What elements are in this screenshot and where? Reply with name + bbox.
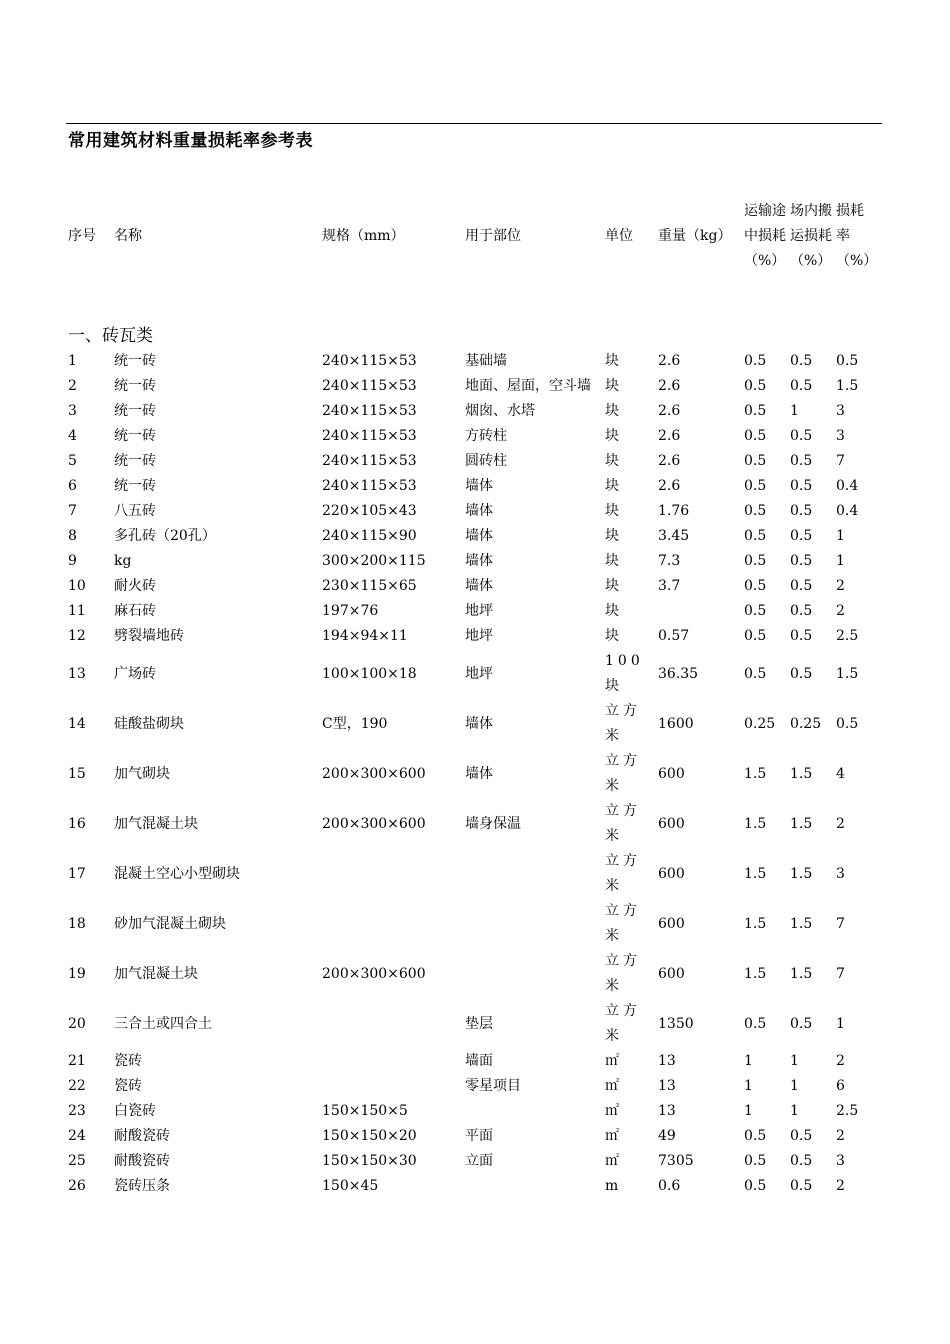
cell-weight: 3.7 [658, 578, 681, 594]
cell-loss-rate: 2 [836, 815, 845, 832]
cell-transport-loss: 0.25 [744, 715, 776, 732]
cell-unit: 块 [605, 528, 623, 544]
cell-spec: 194×94×11 [322, 628, 408, 644]
cell-transport-loss: 0.5 [744, 628, 767, 644]
cell-site-loss: 1.5 [790, 915, 813, 932]
cell-loss-rate: 7 [836, 965, 845, 982]
cell-unit: ㎡ [605, 1128, 623, 1144]
cell-unit: 立方米 [605, 803, 641, 844]
cell-transport-loss: 1 [744, 1103, 753, 1119]
cell-name: 统一砖 [114, 403, 156, 419]
top-rule [66, 123, 882, 124]
cell-seq: 21 [68, 1053, 86, 1069]
cell-transport-loss: 1 [744, 1053, 753, 1069]
cell-name: 白瓷砖 [114, 1103, 156, 1119]
cell-unit: 块 [605, 353, 623, 369]
cell-spec: C型，190 [322, 715, 388, 732]
cell-seq: 12 [68, 628, 86, 644]
cell-weight: 600 [658, 965, 685, 982]
table-row [66, 1149, 872, 1174]
cell-weight: 2.6 [658, 403, 681, 419]
cell-site-loss: 0.5 [790, 378, 813, 394]
cell-usage: 零星项目 [465, 1078, 521, 1094]
cell-seq: 8 [68, 528, 77, 544]
cell-spec: 240×115×90 [322, 528, 417, 544]
cell-usage: 墙身保温 [465, 815, 521, 832]
cell-usage: 墙体 [465, 528, 493, 544]
cell-name: 瓷砖压条 [114, 1178, 170, 1194]
cell-spec: 240×115×53 [322, 428, 417, 444]
cell-weight: 0.6 [658, 1178, 681, 1194]
cell-spec: 197×76 [322, 603, 379, 619]
cell-transport-loss: 0.5 [744, 503, 767, 519]
cell-name: kg [114, 553, 132, 569]
cell-loss-rate: 2 [836, 578, 845, 594]
cell-loss-rate: 2.5 [836, 1103, 859, 1119]
cell-site-loss: 0.5 [790, 453, 813, 469]
cell-seq: 17 [68, 865, 86, 882]
section-row [66, 324, 872, 349]
cell-unit: 100块 [605, 653, 644, 694]
cell-site-loss: 0.5 [790, 578, 813, 594]
cell-loss-rate: 3 [836, 1153, 845, 1169]
cell-weight: 2.6 [658, 478, 681, 494]
cell-weight: 2.6 [658, 453, 681, 469]
cell-site-loss: 0.5 [790, 665, 813, 682]
cell-weight: 2.6 [658, 353, 681, 369]
cell-seq: 24 [68, 1128, 86, 1144]
document-title: 常用建筑材料重量损耗率参考表 [68, 131, 313, 151]
cell-name: 耐火砖 [114, 578, 156, 594]
cell-unit: ㎡ [605, 1053, 623, 1069]
cell-usage: 墙面 [465, 1053, 493, 1069]
cell-seq: 3 [68, 403, 77, 419]
cell-seq: 4 [68, 428, 77, 444]
cell-name: 劈裂墙地砖 [114, 628, 184, 644]
table-row [66, 524, 872, 549]
cell-spec: 150×150×5 [322, 1103, 408, 1119]
cell-spec: 300×200×115 [322, 553, 426, 569]
cell-unit: 块 [605, 603, 623, 619]
cell-usage: 墙体 [465, 715, 493, 732]
cell-loss-rate: 0.5 [836, 715, 859, 732]
cell-spec: 150×150×30 [322, 1153, 417, 1169]
cell-loss-rate: 3 [836, 865, 845, 882]
cell-site-loss: 1 [790, 1053, 799, 1069]
cell-loss-rate: 7 [836, 915, 845, 932]
cell-site-loss: 1 [790, 403, 799, 419]
cell-site-loss: 0.5 [790, 478, 813, 494]
cell-transport-loss: 0.5 [744, 603, 767, 619]
cell-transport-loss: 0.5 [744, 1153, 767, 1169]
cell-seq: 10 [68, 578, 86, 594]
cell-usage: 墙体 [465, 553, 493, 569]
table-row [66, 949, 872, 999]
cell-site-loss: 0.25 [790, 715, 822, 732]
header-spec: 规格（mm） [322, 227, 405, 244]
cell-unit: 块 [605, 578, 623, 594]
cell-usage: 墙体 [465, 765, 493, 782]
cell-loss-rate: 3 [836, 403, 845, 419]
cell-weight: 2.6 [658, 428, 681, 444]
cell-usage [463, 949, 603, 999]
cell-loss-rate: 1 [836, 1015, 845, 1032]
cell-transport-loss: 0.5 [744, 528, 767, 544]
cell-weight: 600 [658, 815, 685, 832]
cell-site-loss: 1.5 [790, 765, 813, 782]
cell-site-loss: 0.5 [790, 528, 813, 544]
cell-name: 硅酸盐砌块 [114, 715, 184, 732]
cell-name: 耐酸瓷砖 [114, 1153, 170, 1169]
cell-site-loss: 0.5 [790, 628, 813, 644]
material-loss-table [66, 148, 878, 1199]
cell-transport-loss: 1 [744, 1078, 753, 1094]
cell-usage: 方砖柱 [465, 428, 507, 444]
cell-usage [463, 1174, 603, 1199]
cell-weight: 1350 [658, 1015, 694, 1032]
cell-unit: ㎡ [605, 1103, 623, 1119]
table-row [66, 424, 872, 449]
cell-loss-rate: 6 [836, 1078, 845, 1094]
cell-site-loss: 0.5 [790, 353, 813, 369]
cell-loss-rate: 1 [836, 553, 845, 569]
cell-weight: 13 [658, 1103, 676, 1119]
table-row [66, 1174, 872, 1199]
cell-unit: 块 [605, 428, 623, 444]
table-row [66, 699, 872, 749]
cell-seq: 19 [68, 965, 86, 982]
cell-spec: 240×115×53 [322, 453, 417, 469]
cell-site-loss: 1 [790, 1078, 799, 1094]
cell-weight: 7.3 [658, 553, 681, 569]
table-row [66, 1049, 872, 1074]
cell-spec: 200×300×600 [322, 765, 426, 782]
cell-weight: 1600 [658, 715, 694, 732]
cell-loss-rate: 3 [836, 428, 845, 444]
table-row [66, 649, 872, 699]
cell-spec: 150×45 [322, 1178, 379, 1194]
cell-seq: 1 [68, 353, 77, 369]
cell-transport-loss: 0.5 [744, 428, 767, 444]
table-row [66, 1099, 872, 1124]
table-row [66, 599, 872, 624]
cell-unit: m [605, 1178, 623, 1194]
cell-unit: 块 [605, 378, 623, 394]
cell-spec: 240×115×53 [322, 478, 417, 494]
cell-name: 砂加气混凝土砌块 [114, 915, 226, 932]
cell-loss-rate: 0.4 [836, 503, 859, 519]
header-name: 名称 [114, 227, 142, 244]
cell-transport-loss: 0.5 [744, 403, 767, 419]
cell-transport-loss: 0.5 [744, 353, 767, 369]
cell-spec: 240×115×53 [322, 353, 417, 369]
table-row [66, 374, 872, 399]
cell-unit: 立方米 [605, 703, 641, 744]
cell-weight: 600 [658, 915, 685, 932]
table-row [66, 449, 872, 474]
cell-usage: 地坪 [465, 628, 493, 644]
cell-usage: 平面 [465, 1128, 493, 1144]
cell-usage: 烟囱、水塔 [465, 403, 535, 419]
cell-spec: 240×115×53 [322, 403, 417, 419]
cell-unit: 块 [605, 453, 623, 469]
cell-seq: 7 [68, 503, 77, 519]
cell-spec [320, 999, 463, 1049]
cell-name: 统一砖 [114, 378, 156, 394]
header-site-loss: 场内搬运损耗（%） [790, 202, 832, 269]
cell-loss-rate: 0.5 [836, 353, 859, 369]
cell-loss-rate: 2 [836, 603, 845, 619]
cell-seq: 20 [68, 1015, 86, 1032]
cell-weight: 1.76 [658, 503, 690, 519]
cell-usage [463, 849, 603, 899]
cell-weight [656, 599, 742, 624]
cell-seq: 23 [68, 1103, 86, 1119]
cell-loss-rate: 7 [836, 453, 845, 469]
cell-name: 加气砌块 [114, 765, 170, 782]
cell-name: 混凝土空心小型砌块 [114, 865, 240, 882]
table-row [66, 899, 872, 949]
cell-site-loss: 1.5 [790, 865, 813, 882]
cell-usage [463, 899, 603, 949]
cell-usage: 墙体 [465, 503, 493, 519]
cell-weight: 13 [658, 1078, 676, 1094]
cell-unit: ㎡ [605, 1153, 623, 1169]
cell-name: 统一砖 [114, 353, 156, 369]
cell-name: 瓷砖 [114, 1078, 142, 1094]
cell-spec: 220×105×43 [322, 503, 417, 519]
cell-seq: 2 [68, 378, 77, 394]
cell-usage: 地坪 [465, 603, 493, 619]
cell-name: 加气混凝土块 [114, 815, 198, 832]
cell-usage: 垫层 [465, 1015, 493, 1032]
header-weight: 重量（kg） [658, 227, 732, 244]
cell-name: 耐酸瓷砖 [114, 1128, 170, 1144]
cell-spec: 240×115×53 [322, 378, 417, 394]
cell-unit: 立方米 [605, 903, 641, 944]
cell-usage [463, 1099, 603, 1124]
cell-weight: 36.35 [658, 665, 699, 682]
table-body [66, 324, 872, 1199]
cell-loss-rate: 2 [836, 1178, 845, 1194]
cell-usage: 圆砖柱 [465, 453, 507, 469]
cell-transport-loss: 1.5 [744, 965, 767, 982]
cell-spec: 200×300×600 [322, 815, 426, 832]
table-row [66, 624, 872, 649]
cell-site-loss: 0.5 [790, 503, 813, 519]
cell-site-loss: 0.5 [790, 428, 813, 444]
cell-spec: 150×150×20 [322, 1128, 417, 1144]
cell-name: 三合土或四合土 [114, 1015, 212, 1032]
cell-seq: 16 [68, 815, 86, 832]
cell-transport-loss: 0.5 [744, 578, 767, 594]
header-unit: 单位 [605, 227, 633, 244]
cell-name: 统一砖 [114, 453, 156, 469]
cell-unit: 立方米 [605, 953, 641, 994]
cell-usage: 地面、屋面，空斗墙 [465, 378, 591, 394]
cell-name: 广场砖 [114, 665, 156, 682]
cell-loss-rate: 2 [836, 1128, 845, 1144]
table-row [66, 1124, 872, 1149]
cell-weight: 13 [658, 1053, 676, 1069]
cell-usage: 墙体 [465, 578, 493, 594]
cell-weight: 600 [658, 765, 685, 782]
cell-spec [320, 849, 463, 899]
cell-site-loss: 1.5 [790, 815, 813, 832]
table-row [66, 399, 872, 424]
table-row [66, 999, 872, 1049]
cell-weight: 3.45 [658, 528, 690, 544]
cell-site-loss: 0.5 [790, 553, 813, 569]
cell-seq: 15 [68, 765, 86, 782]
cell-usage: 基础墙 [465, 353, 507, 369]
cell-transport-loss: 1.5 [744, 915, 767, 932]
cell-usage: 墙体 [465, 478, 493, 494]
cell-name: 多孔砖（20孔） [114, 528, 216, 544]
cell-site-loss: 0.5 [790, 1015, 813, 1032]
cell-transport-loss: 0.5 [744, 1178, 767, 1194]
table-row [66, 1074, 872, 1099]
cell-transport-loss: 0.5 [744, 553, 767, 569]
cell-seq: 13 [68, 665, 86, 682]
cell-transport-loss: 0.5 [744, 453, 767, 469]
cell-weight: 49 [658, 1128, 676, 1144]
table-row [66, 799, 872, 849]
cell-transport-loss: 0.5 [744, 378, 767, 394]
cell-loss-rate: 1.5 [836, 665, 859, 682]
cell-loss-rate: 1 [836, 528, 845, 544]
cell-weight: 2.6 [658, 378, 681, 394]
cell-usage: 立面 [465, 1153, 493, 1169]
cell-seq: 25 [68, 1153, 86, 1169]
cell-name: 麻石砖 [114, 603, 156, 619]
cell-transport-loss: 0.5 [744, 478, 767, 494]
header-row [66, 148, 872, 324]
cell-transport-loss: 0.5 [744, 1128, 767, 1144]
cell-transport-loss: 1.5 [744, 865, 767, 882]
cell-unit: 立方米 [605, 853, 641, 894]
cell-name: 统一砖 [114, 478, 156, 494]
header-seq: 序号 [68, 227, 96, 244]
cell-name: 八五砖 [114, 503, 156, 519]
cell-site-loss: 0.5 [790, 1153, 813, 1169]
cell-spec: 200×300×600 [322, 965, 426, 982]
cell-seq: 18 [68, 915, 86, 932]
cell-spec [320, 1049, 463, 1074]
cell-unit: 块 [605, 403, 623, 419]
cell-spec [320, 1074, 463, 1099]
cell-weight: 600 [658, 865, 685, 882]
cell-weight: 7305 [658, 1153, 694, 1169]
table-row [66, 549, 872, 574]
table-row [66, 349, 872, 374]
cell-transport-loss: 1.5 [744, 815, 767, 832]
table-row [66, 849, 872, 899]
cell-unit: 块 [605, 503, 623, 519]
cell-seq: 22 [68, 1078, 86, 1094]
cell-loss-rate: 1.5 [836, 378, 859, 394]
cell-seq: 9 [68, 553, 77, 569]
section-heading: 一、砖瓦类 [68, 326, 153, 346]
cell-spec [320, 899, 463, 949]
cell-site-loss: 0.5 [790, 1128, 813, 1144]
table-row [66, 574, 872, 599]
header-loss-rate: 损耗率（%） [836, 202, 878, 269]
cell-site-loss: 1 [790, 1103, 799, 1119]
cell-seq: 5 [68, 453, 77, 469]
cell-unit: 立方米 [605, 753, 641, 794]
cell-unit: 块 [605, 553, 623, 569]
cell-loss-rate: 2 [836, 1053, 845, 1069]
cell-name: 加气混凝土块 [114, 965, 198, 982]
cell-seq: 6 [68, 478, 77, 494]
table-row [66, 499, 872, 524]
cell-seq: 11 [68, 603, 86, 619]
cell-spec: 100×100×18 [322, 665, 417, 682]
cell-unit: 立方米 [605, 1003, 641, 1044]
cell-name: 瓷砖 [114, 1053, 142, 1069]
cell-transport-loss: 0.5 [744, 1015, 767, 1032]
header-usage: 用于部位 [465, 227, 521, 244]
header-transport-loss: 运输途中损耗（%） [744, 202, 786, 269]
cell-seq: 26 [68, 1178, 86, 1194]
cell-name: 统一砖 [114, 428, 156, 444]
cell-unit: 块 [605, 628, 623, 644]
cell-unit: 块 [605, 478, 623, 494]
cell-transport-loss: 1.5 [744, 765, 767, 782]
cell-weight: 0.57 [658, 628, 690, 644]
cell-loss-rate: 2.5 [836, 628, 859, 644]
cell-unit: ㎡ [605, 1078, 623, 1094]
cell-site-loss: 1.5 [790, 965, 813, 982]
cell-transport-loss: 0.5 [744, 665, 767, 682]
cell-loss-rate: 0.4 [836, 478, 859, 494]
cell-seq: 14 [68, 715, 86, 732]
cell-spec: 230×115×65 [322, 578, 417, 594]
cell-loss-rate: 4 [836, 765, 845, 782]
cell-site-loss: 0.5 [790, 603, 813, 619]
table-row [66, 749, 872, 799]
cell-site-loss: 0.5 [790, 1178, 813, 1194]
table-row [66, 474, 872, 499]
cell-usage: 地坪 [465, 665, 493, 682]
